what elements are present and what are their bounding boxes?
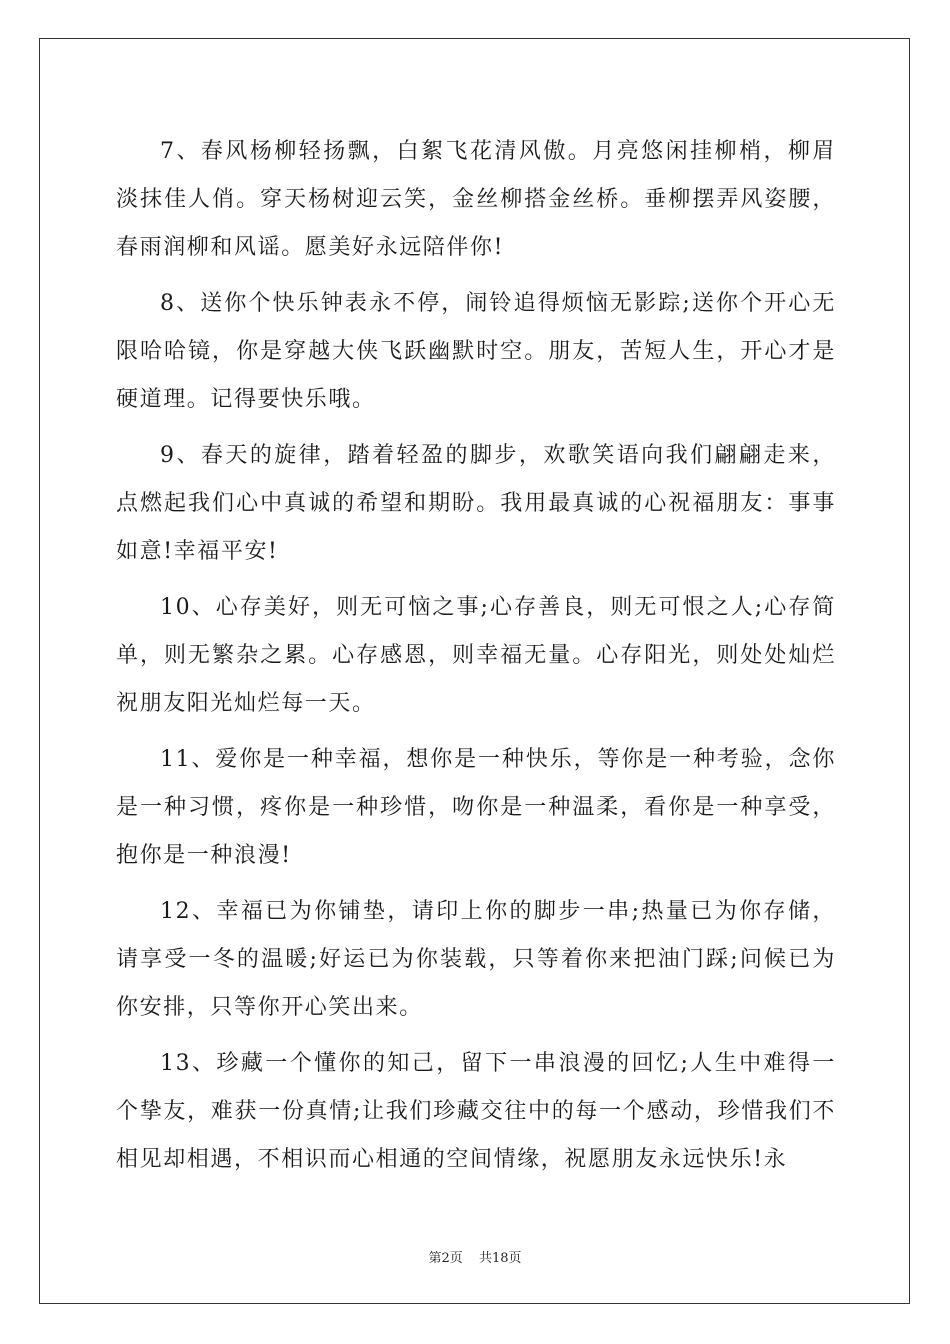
document-body bbox=[116, 128, 836, 1192]
paragraph-11: 11、爱你是一种幸福，想你是一种快乐，等你是一种考验，念你是一种习惯，疼你是一种珍惜，吻你是一种温柔，看你是一种享受，抱你是一种浪漫! bbox=[116, 747, 836, 868]
paragraph-12: 12、幸福已为你铺垫，请印上你的脚步一串;热量已为你存储，请享受一冬的温暖;好运已为你装载，只等着你来把油门踩;问候已为你安排，只等你开心笑出来。 bbox=[116, 899, 836, 1020]
page-footer bbox=[0, 1247, 950, 1266]
paragraph-10: 10、心存美好，则无可恼之事;心存善良，则无可恨之人;心存简单，则无繁杂之累。心存感恩，则幸福无量。心存阳光，则处处灿烂祝朋友阳光灿烂每一天。 bbox=[116, 595, 836, 716]
page-number: 第2页 bbox=[428, 1251, 463, 1266]
paragraph-8: 8、送你个快乐钟表永不停，闹铃追得烦恼无影踪;送你个开心无限哈哈镜，你是穿越大侠飞跃幽默时空。朋友，苦短人生，开心才是硬道理。记得要快乐哦。 bbox=[116, 291, 836, 412]
total-pages: 共18页 bbox=[478, 1251, 522, 1266]
paragraph-7: 7、春风杨柳轻扬飘，白絮飞花清风傲。月亮悠闲挂柳梢，柳眉淡抹佳人俏。穿天杨树迎云笑，金丝柳搭金丝桥。垂柳摆弄风姿腰，春雨润柳和风谣。愿美好永远陪伴你! bbox=[116, 139, 836, 260]
paragraph-9: 9、春天的旋律，踏着轻盈的脚步，欢歌笑语向我们翩翩走来，点燃起我们心中真诚的希望和期盼。我用最真诚的心祝福朋友：事事如意!幸福平安! bbox=[116, 443, 836, 564]
paragraph-13: 13、珍藏一个懂你的知己，留下一串浪漫的回忆;人生中难得一个挚友，难获一份真情;让我们珍藏交往中的每一个感动，珍惜我们不相见却相遇，不相识而心相通的空间情缘，祝愿朋友永远快乐!永 bbox=[116, 1051, 836, 1172]
